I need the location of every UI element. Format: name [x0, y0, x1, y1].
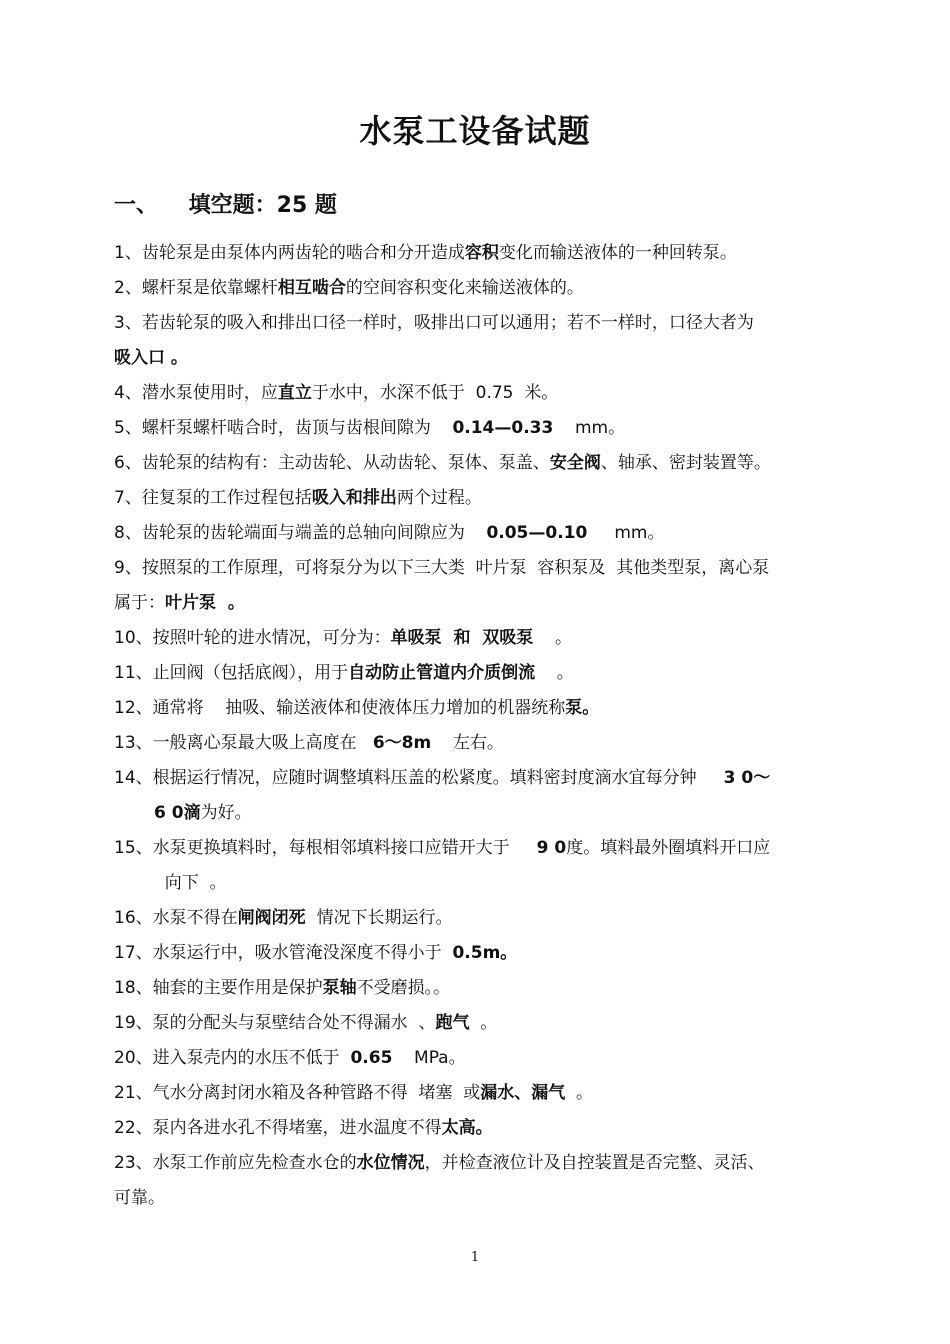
question-list	[114, 236, 844, 1216]
question-line	[114, 411, 844, 446]
question-text: 属于：	[114, 593, 165, 613]
question-text: 17、水泵运行中，吸水管淹没深度不得小于	[114, 943, 453, 963]
answer-text: 6～8m	[372, 733, 432, 753]
answer-text: 6 0滴	[154, 803, 201, 823]
question-text: 19、泵的分配头与泵壁结合处不得漏水 、	[114, 1013, 436, 1033]
question-line	[114, 691, 844, 726]
question-line	[114, 1146, 844, 1181]
question-text: 情况下长期运行。	[305, 908, 453, 928]
question-line	[114, 516, 844, 551]
question-line	[114, 1076, 844, 1111]
answer-text: 跑气	[435, 1013, 470, 1033]
answer-text: 直立	[277, 383, 312, 403]
answer-text: 吸入和排出	[311, 488, 397, 508]
answer-text: 相互啮合	[277, 278, 346, 298]
question-text: 14、根据运行情况，应随时调整填料压盖的松紧度。填料密封度滴水宜每分钟	[114, 768, 724, 788]
question-text: 20、进入泵壳内的水压不低于	[114, 1048, 351, 1068]
question-text: 不受磨损。。	[356, 978, 451, 998]
question-text: 21、气水分离封闭水箱及各种管路不得 堵塞 或	[114, 1083, 481, 1103]
question-line	[114, 376, 844, 411]
answer-text: 泵轴	[322, 978, 357, 998]
question-text: 。	[565, 1083, 594, 1103]
answer-text: 0.5m。	[452, 943, 518, 963]
question-line	[114, 936, 844, 971]
page-title: 水泵工设备试题	[359, 112, 591, 150]
answer-text: 安全阀	[549, 453, 601, 473]
answer-text: 泵。	[565, 698, 600, 718]
question-line	[114, 831, 844, 866]
answer-text: 0.65	[350, 1048, 393, 1068]
question-text: 度。填料最外圈填料开口应	[566, 838, 771, 858]
section-heading: 一、 填空题：25 题	[114, 193, 337, 218]
question-line	[114, 341, 844, 376]
question-text: ，并检查液位计及自控装置是否完整、灵活、	[424, 1153, 765, 1173]
question-line	[114, 621, 844, 656]
question-text: mm。	[587, 523, 665, 543]
question-text: MPa。	[392, 1048, 466, 1068]
answer-text: 0.14—0.33	[452, 418, 554, 438]
question-text: 、轴承、密封装置等。	[600, 453, 771, 473]
question-text: 8、齿轮泵的齿轮端面与端盖的总轴向间隙应为	[114, 523, 487, 543]
question-line	[114, 971, 844, 1006]
answer-text: 吸入口 。	[114, 348, 188, 368]
question-line	[114, 236, 844, 271]
question-text: 。	[469, 1013, 498, 1033]
question-text: 15、水泵更换填料时，每根相邻填料接口应错开大于	[114, 838, 537, 858]
page-number: 1	[470, 1250, 480, 1265]
question-text: 6、齿轮泵的结构有：主动齿轮、从动齿轮、泵体、泵盖、	[114, 453, 550, 473]
question-line	[114, 586, 844, 621]
question-text: 4、潜水泵使用时，应	[114, 383, 278, 403]
question-text: 两个过程。	[396, 488, 482, 508]
question-text: 18、轴套的主要作用是保护	[114, 978, 323, 998]
question-line	[114, 726, 844, 761]
question-line	[114, 1181, 844, 1216]
question-text: 9、按照泵的工作原理，可将泵分为以下三大类 叶片泵 容积泵及 其他类型泵，离心泵	[114, 558, 770, 578]
question-text: 16、水泵不得在	[114, 908, 238, 928]
question-line	[114, 446, 844, 481]
question-text: 22、泵内各进水孔不得堵塞，进水温度不得	[114, 1118, 442, 1138]
answer-text: 闸阀闭死	[237, 908, 306, 928]
question-line	[114, 901, 844, 936]
question-text: 12、通常将 抽吸、输送液体和使液体压力增加的机器统称	[114, 698, 566, 718]
question-line	[114, 271, 844, 306]
question-text: 23、水泵工作前应先检查水仓的	[114, 1153, 357, 1173]
answer-text: 叶片泵 。	[165, 593, 245, 613]
answer-text: 容积	[464, 243, 499, 263]
answer-text: 太高。	[441, 1118, 493, 1138]
answer-text: 水位情况	[356, 1153, 425, 1173]
question-text: 的空间容积变化来输送液体的。	[345, 278, 584, 298]
question-text: mm。	[553, 418, 626, 438]
answer-text: 单吸泵 和 双吸泵	[390, 628, 534, 648]
question-line	[114, 656, 844, 691]
question-line	[114, 1111, 844, 1146]
answer-text: 9 0	[536, 838, 567, 858]
question-text: 1、齿轮泵是由泵体内两齿轮的啮合和分开造成	[114, 243, 465, 263]
question-text: 可靠。	[114, 1188, 165, 1208]
question-line	[114, 551, 844, 586]
question-line	[114, 1041, 844, 1076]
question-line	[114, 481, 844, 516]
question-text: 10、按照叶轮的进水情况，可分为：	[114, 628, 391, 648]
answer-text: 漏水、漏气	[480, 1083, 566, 1103]
answer-text: 3 0～	[723, 768, 771, 788]
question-text: 3、若齿轮泵的吸入和排出口径一样时，吸排出口可以通用；若不一样时，口径大者为	[114, 313, 754, 333]
question-text: 11、止回阀（包括底阀），用于	[114, 663, 349, 683]
question-line	[114, 1006, 844, 1041]
question-line	[114, 761, 844, 796]
question-line	[114, 306, 844, 341]
question-line	[114, 866, 844, 901]
question-line	[114, 796, 844, 831]
question-text: 5、螺杆泵螺杆啮合时，齿顶与齿根间隙为	[114, 418, 453, 438]
question-text: 。	[535, 663, 574, 683]
question-text: 变化而输送液体的一种回转泵。	[498, 243, 737, 263]
question-text: 向下 。	[154, 873, 227, 893]
question-text: 为好。	[200, 803, 252, 823]
question-text: 左右。	[431, 733, 504, 753]
question-text: 7、往复泵的工作过程包括	[114, 488, 312, 508]
question-text: 于水中，水深不低于 0.75 米。	[311, 383, 559, 403]
question-text: 2、螺杆泵是依靠螺杆	[114, 278, 278, 298]
answer-text: 自动防止管道内介质倒流	[348, 663, 536, 683]
question-text: 13、一般离心泵最大吸上高度在	[114, 733, 373, 753]
question-text: 。	[533, 628, 572, 648]
answer-text: 0.05—0.10	[486, 523, 588, 543]
